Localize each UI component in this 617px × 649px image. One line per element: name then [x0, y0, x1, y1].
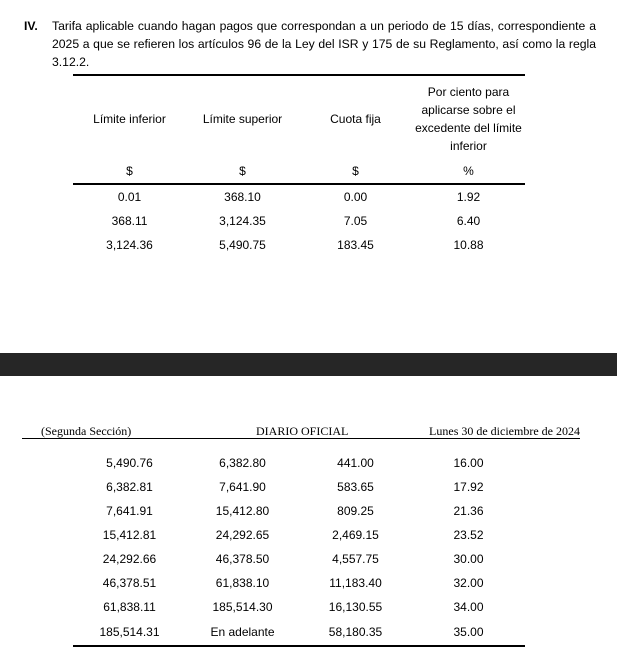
unit-limite-inferior: $	[73, 158, 186, 184]
table-row	[73, 619, 525, 646]
cell-por-ciento: 23.52	[453, 528, 484, 542]
cell-limite-inferior: 185,514.31	[73, 619, 186, 646]
tarifa-table-bottom	[73, 451, 525, 647]
cell-limite-inferior: 24,292.66	[102, 552, 157, 566]
header-por-ciento: Por ciento para aplicarse sobre el excedente del límite inferior	[415, 85, 522, 153]
cell-limite-superior: 368.10	[224, 190, 261, 204]
section-heading	[24, 17, 596, 71]
cell-cuota-fija: 0.00	[343, 190, 368, 204]
cell-limite-superior: 61,838.10	[215, 576, 270, 590]
cell-cuota-fija: 441.00	[337, 456, 374, 470]
tarifa-rows-top	[73, 184, 525, 257]
cell-limite-superior: 46,378.50	[215, 552, 270, 566]
cell-cuota-fija: 183.45	[337, 238, 374, 252]
cell-por-ciento: 34.00	[453, 600, 484, 614]
running-header-section: (Segunda Sección)	[41, 424, 132, 438]
cell-cuota-fija: 4,557.75	[332, 552, 379, 566]
table-row	[73, 184, 525, 209]
cell-por-ciento: 30.00	[453, 552, 484, 566]
running-header-date: Lunes 30 de diciembre de 2024	[429, 424, 580, 438]
section-text: Tarifa aplicable cuando hagan pagos que correspondan a un periodo de 15 días, correspondiente a 2025 a que se refieren los artículos 96 de la Ley del ISR y 175 de su Reglamento, así como la regla 3.12.2.	[52, 19, 596, 69]
table-row	[73, 571, 525, 595]
cell-limite-inferior: 61,838.11	[103, 600, 156, 614]
table-row	[73, 523, 525, 547]
section-number: IV.	[24, 19, 38, 33]
cell-limite-superior: 5,490.75	[219, 238, 266, 252]
table-row	[73, 595, 525, 619]
running-header-publication: DIARIO OFICIAL	[256, 424, 349, 438]
table-row	[73, 451, 525, 475]
table-row	[73, 475, 525, 499]
cell-limite-superior: 24,292.65	[215, 528, 270, 542]
cell-cuota-fija: 809.25	[337, 504, 374, 518]
cell-limite-superior: 7,641.90	[219, 480, 266, 494]
cell-limite-inferior: 0.01	[117, 190, 142, 204]
cell-limite-superior: En adelante	[186, 619, 299, 646]
page-break-band	[0, 353, 617, 376]
header-limite-inferior: Límite inferior	[93, 112, 166, 126]
running-header	[22, 422, 580, 439]
tarifa-rows-bottom	[73, 451, 525, 646]
cell-por-ciento: 21.36	[453, 504, 484, 518]
header-cuota-fija: Cuota fija	[330, 112, 381, 126]
cell-limite-inferior: 3,124.36	[106, 238, 153, 252]
cell-limite-superior: 6,382.80	[219, 456, 266, 470]
cell-por-ciento: 32.00	[453, 576, 484, 590]
cell-limite-superior: 3,124.35	[219, 214, 266, 228]
cell-limite-inferior: 46,378.51	[102, 576, 157, 590]
cell-cuota-fija: 583.65	[337, 480, 374, 494]
table-row	[73, 209, 525, 233]
cell-por-ciento: 10.88	[453, 238, 484, 252]
cell-por-ciento: 17.92	[453, 480, 484, 494]
unit-por-ciento: %	[412, 158, 525, 184]
cell-cuota-fija: 7.05	[343, 214, 368, 228]
cell-limite-inferior: 5,490.76	[106, 456, 153, 470]
table-row	[73, 233, 525, 257]
cell-por-ciento: 6.40	[456, 214, 481, 228]
cell-limite-inferior: 6,382.81	[106, 480, 153, 494]
cell-limite-superior: 185,514.30	[212, 600, 273, 614]
cell-limite-inferior: 15,412.81	[102, 528, 157, 542]
table-row	[73, 499, 525, 523]
cell-por-ciento: 1.92	[456, 190, 481, 204]
cell-limite-inferior: 7,641.91	[106, 504, 153, 518]
cell-limite-inferior: 368.11	[111, 214, 148, 228]
cell-limite-superior: 15,412.80	[215, 504, 270, 518]
cell-cuota-fija: 2,469.15	[332, 528, 379, 542]
tarifa-table-top	[73, 74, 525, 257]
unit-cuota-fija: $	[299, 158, 412, 184]
header-limite-superior: Límite superior	[202, 112, 283, 126]
unit-limite-superior: $	[186, 158, 299, 184]
table-row	[73, 547, 525, 571]
cell-por-ciento: 35.00	[412, 619, 525, 646]
cell-cuota-fija: 58,180.35	[299, 619, 412, 646]
cell-por-ciento: 16.00	[453, 456, 484, 470]
cell-cuota-fija: 16,130.55	[328, 600, 383, 614]
cell-cuota-fija: 11,183.40	[329, 576, 382, 590]
